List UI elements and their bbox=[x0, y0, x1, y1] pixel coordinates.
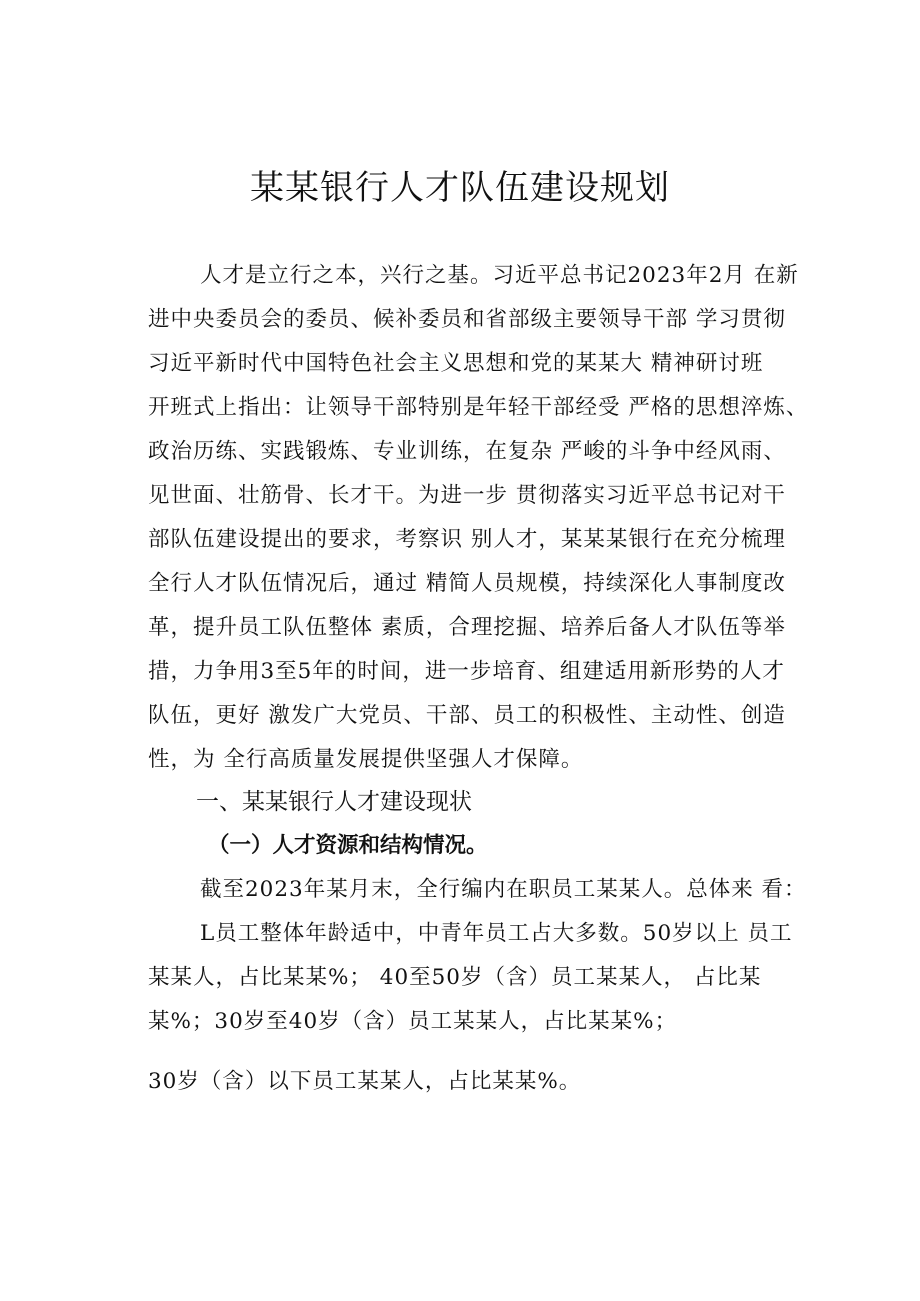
intro-line: 进中央委员会的委员、候补委员和省部级主要领导干部 学习贯彻 bbox=[148, 307, 786, 332]
document-title: 某某银行人才队伍建设规划 bbox=[250, 168, 670, 208]
intro-line: 措，力争用3至5年的时间，进一步培育、组建适用新形势的人才 bbox=[148, 659, 785, 684]
intro-line: 全行人才队伍情况后，通过 精简人员规模，持续深化人事制度改 bbox=[148, 571, 786, 596]
body-line: L员工整体年龄适中，中青年员工占大多数。50岁以上 员工 bbox=[200, 921, 793, 946]
section-heading: 一、某某银行人才建设现状 bbox=[196, 789, 472, 815]
intro-line: 见世面、壮筋骨、长才干。为进一步 贯彻落实习近平总书记对干 bbox=[148, 483, 786, 508]
body-line: 某%；30岁至40岁（含）员工某某人，占比某某%； bbox=[148, 1009, 678, 1034]
intro-line: 队伍，更好 激发广大党员、干部、员工的积极性、主动性、创造 bbox=[148, 703, 786, 728]
body-line: 截至2023年某月末，全行编内在职员工某某人。总体来 看： bbox=[200, 877, 807, 902]
subsection-heading: （一）人才资源和结构情况。 bbox=[208, 833, 488, 858]
intro-line: 部队伍建设提出的要求，考察识 别人才，某某某银行在充分梳理 bbox=[148, 527, 786, 552]
intro-line: 习近平新时代中国特色社会主义思想和党的某某大 精神研讨班 bbox=[148, 351, 764, 376]
intro-line: 人才是立行之本，兴行之基。习近平总书记2023年2月 在新 bbox=[200, 263, 799, 288]
body-line: 30岁（含）以下员工某某人，占比某某%。 bbox=[148, 1069, 582, 1094]
intro-line: 开班式上指出：让领导干部特别是年轻干部经受 严格的思想淬炼、 bbox=[148, 395, 809, 420]
intro-line: 性，为 全行高质量发展提供坚强人才保障。 bbox=[148, 747, 584, 772]
body-line: 某某人，占比某某%； 40至50岁（含）员工某某人， 占比某 bbox=[148, 965, 762, 990]
intro-line: 革，提升员工队伍整体 素质，合理挖掘、培养后备人才队伍等举 bbox=[148, 615, 786, 640]
intro-line: 政治历练、实践锻炼、专业训练，在复杂 严峻的斗争中经风雨、 bbox=[148, 439, 786, 464]
